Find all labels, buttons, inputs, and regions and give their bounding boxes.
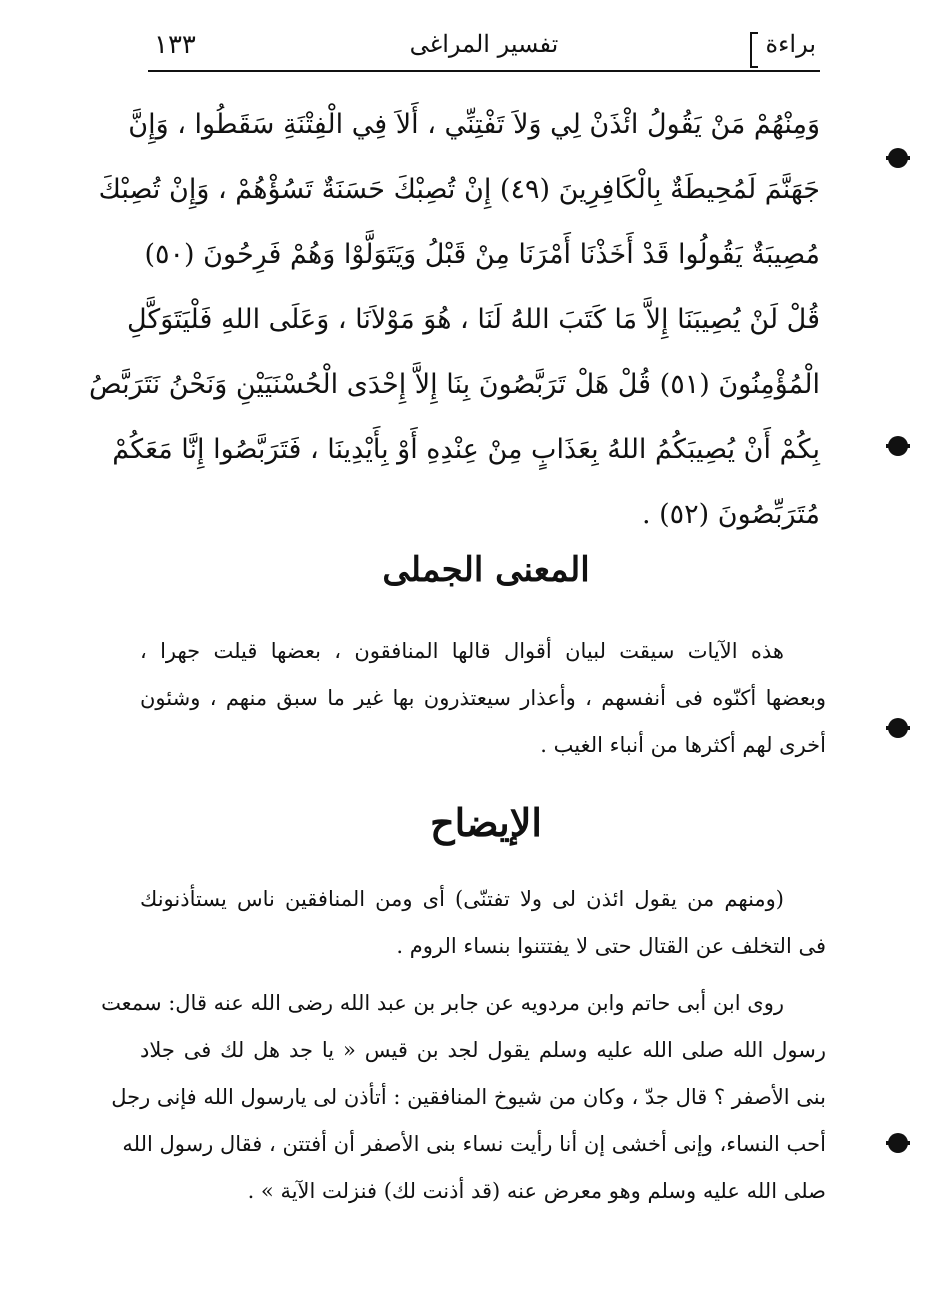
narration-paragraph <box>101 980 826 1215</box>
summary-paragraph <box>140 628 826 769</box>
verse-line: مُصِيبَةٌ يَقُولُوا قَدْ أَخَذْنَا أَمْرَنَا مِنْ قَبْلُ وَيَتَوَلَّوْا وَهُمْ فَرِحُونَ (٥٠) <box>144 239 820 270</box>
page-number: ١٣٣ <box>154 30 196 60</box>
paragraph-line: (ومنهم من يقول ائذن لى ولا تفتنّى) أى ومن المنافقين ناس يستأذنونك <box>140 887 784 911</box>
explanation-paragraph <box>140 876 826 970</box>
explanation-heading: الإيضاح <box>430 800 542 845</box>
running-header <box>148 28 820 72</box>
header-rule <box>148 70 820 72</box>
book-title: تفسير المراغى <box>409 30 559 58</box>
margin-ink-mark <box>890 720 906 736</box>
verse-line: جَهَنَّمَ لَمُحِيطَةٌ بِالْكَافِرِينَ (٤٩) إِنْ تُصِبْكَ حَسَنَةٌ تَسُؤْهُمْ ، وَإِنْ تُصِبْكَ <box>98 174 820 205</box>
paragraph-line: صلى الله عليه وسلم وهو معرض عنه (قد أذنت لك) فنزلت الآية » . <box>247 1179 826 1203</box>
summary-heading: المعنى الجملى <box>382 550 590 590</box>
verse-line: بِكُمْ أَنْ يُصِيبَكُمُ اللهُ بِعَذَابٍ مِنْ عِنْدِهِ أَوْ بِأَيْدِينَا ، فَتَرَبَّصُوا إِنَّا مَعَكُمْ <box>112 434 820 465</box>
paragraph-line: هذه الآيات سيقت لبيان أقوال قالها المنافقون ، بعضها قيلت جهرا ، <box>140 639 784 663</box>
verse-line: قُلْ لَنْ يُصِيبَنَا إِلاَّ مَا كَتَبَ اللهُ لَنَا ، هُوَ مَوْلاَنَا ، وَعَلَى اللهِ فَلْيَتَوَكَّلِ <box>126 304 820 335</box>
paragraph-line: بنى الأصفر ؟ قال جدّ ، وكان من شيوخ المنافقين : أتأذن لى يارسول الله فإنى رجل <box>111 1085 826 1109</box>
paragraph-line: وبعضها أكنّوه فى أنفسهم ، وأعذار سيعتذرون بها غير ما سبق منهم ، وشئون <box>140 686 826 710</box>
paragraph-line: روى ابن أبى حاتم وابن مردويه عن جابر بن عبد الله رضى الله عنه قال: سمعت <box>101 991 784 1015</box>
margin-ink-mark <box>890 438 906 454</box>
verse-line: مُتَرَبِّصُونَ (٥٢) . <box>641 499 820 530</box>
paragraph-line: فى التخلف عن القتال حتى لا يفتتنوا بنساء الروم . <box>396 934 826 958</box>
quran-verses <box>89 92 820 547</box>
sura-name: براءة <box>765 30 816 58</box>
paragraph-line: رسول الله صلى الله عليه وسلم يقول لجد بن قيس « يا جد هل لك فى جلاد <box>140 1038 826 1062</box>
verse-line: وَمِنْهُمْ مَنْ يَقُولُ ائْذَنْ لِي وَلاَ تَفْتِنِّي ، أَلاَ فِي الْفِتْنَةِ سَقَطُوا ، وَإِنَّ <box>128 109 820 140</box>
paragraph-line: أخرى لهم أكثرها من أنباء الغيب . <box>540 733 826 757</box>
paragraph-line: أحب النساء، وإنى أخشى إن أنا رأيت نساء بنى الأصفر أن أفتتن ، فقال رسول الله <box>122 1132 826 1156</box>
margin-ink-mark <box>890 150 906 166</box>
margin-ink-mark <box>890 1135 906 1151</box>
verse-line: الْمُؤْمِنُونَ (٥١) قُلْ هَلْ تَرَبَّصُونَ بِنَا إِلاَّ إِحْدَى الْحُسْنَيَيْنِ وَنَحْنُ نَتَرَبَّصُ <box>89 369 820 400</box>
